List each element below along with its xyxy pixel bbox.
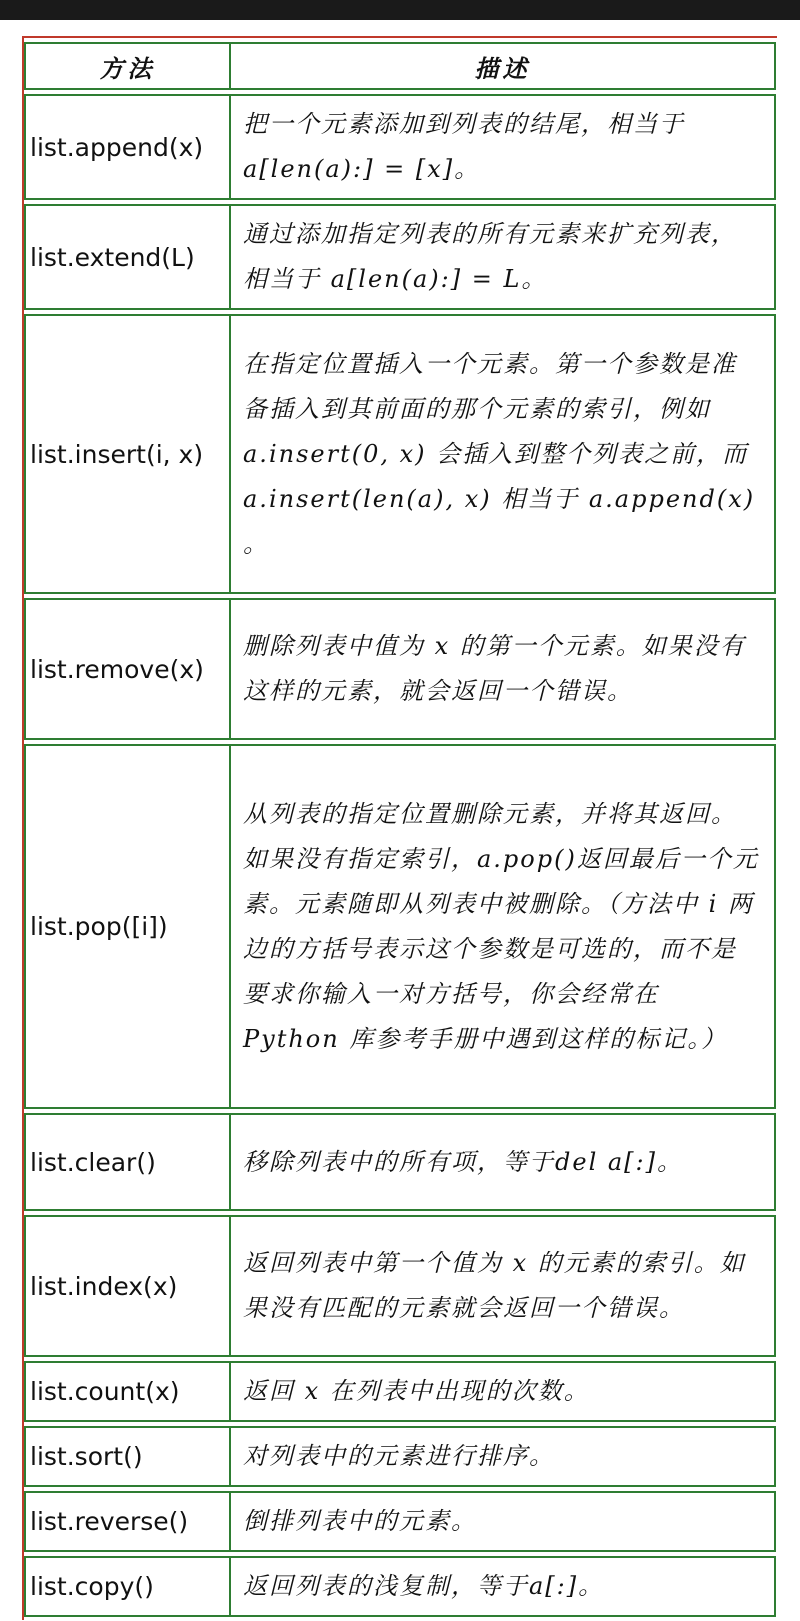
description-cell: 在指定位置插入一个元素。第一个参数是准备插入到其前面的那个元素的索引，例如 a.insert(0, x) 会插入到整个列表之前，而 a.insert(len(a), x) 相当于 a.append(x) 。	[229, 314, 776, 594]
table-header-row	[24, 42, 776, 90]
description-cell: 通过添加指定列表的所有元素来扩充列表，相当于 a[len(a):] = L。	[229, 204, 776, 310]
method-cell: list.remove(x)	[24, 598, 229, 740]
table-row	[24, 1556, 776, 1617]
top-bar	[0, 0, 800, 20]
description-cell: 把一个元素添加到列表的结尾，相当于 a[len(a):] = [x]。	[229, 94, 776, 200]
description-cell: 移除列表中的所有项，等于del a[:]。	[229, 1113, 776, 1211]
method-cell: list.extend(L)	[24, 204, 229, 310]
description-cell: 返回 x 在列表中出现的次数。	[229, 1361, 776, 1422]
description-cell: 倒排列表中的元素。	[229, 1491, 776, 1552]
method-cell: list.clear()	[24, 1113, 229, 1211]
header-method: 方法	[24, 42, 229, 90]
table-row	[24, 1426, 776, 1487]
description-cell: 从列表的指定位置删除元素，并将其返回。如果没有指定索引，a.pop()返回最后一个元素。元素随即从列表中被删除。（方法中 i 两边的方括号表示这个参数是可选的，而不是要求你输入一对方括号，你会经常在 Python 库参考手册中遇到这样的标记。）	[229, 744, 776, 1109]
table-row	[24, 204, 776, 310]
method-cell: list.pop([i])	[24, 744, 229, 1109]
method-cell: list.sort()	[24, 1426, 229, 1487]
method-cell: list.append(x)	[24, 94, 229, 200]
method-cell: list.index(x)	[24, 1215, 229, 1357]
description-cell: 对列表中的元素进行排序。	[229, 1426, 776, 1487]
description-cell: 删除列表中值为 x 的第一个元素。如果没有这样的元素，就会返回一个错误。	[229, 598, 776, 740]
table-row	[24, 314, 776, 594]
method-cell: list.reverse()	[24, 1491, 229, 1552]
table-row	[24, 1215, 776, 1357]
method-cell: list.insert(i, x)	[24, 314, 229, 594]
table-row	[24, 1491, 776, 1552]
list-methods-table	[24, 38, 776, 1621]
table-row	[24, 1361, 776, 1422]
table-row	[24, 94, 776, 200]
table-row	[24, 744, 776, 1109]
description-cell: 返回列表的浅复制，等于a[:]。	[229, 1556, 776, 1617]
method-cell: list.copy()	[24, 1556, 229, 1617]
method-cell: list.count(x)	[24, 1361, 229, 1422]
header-description: 描述	[229, 42, 776, 90]
table-row	[24, 598, 776, 740]
table-row	[24, 1113, 776, 1211]
description-cell: 返回列表中第一个值为 x 的元素的索引。如果没有匹配的元素就会返回一个错误。	[229, 1215, 776, 1357]
